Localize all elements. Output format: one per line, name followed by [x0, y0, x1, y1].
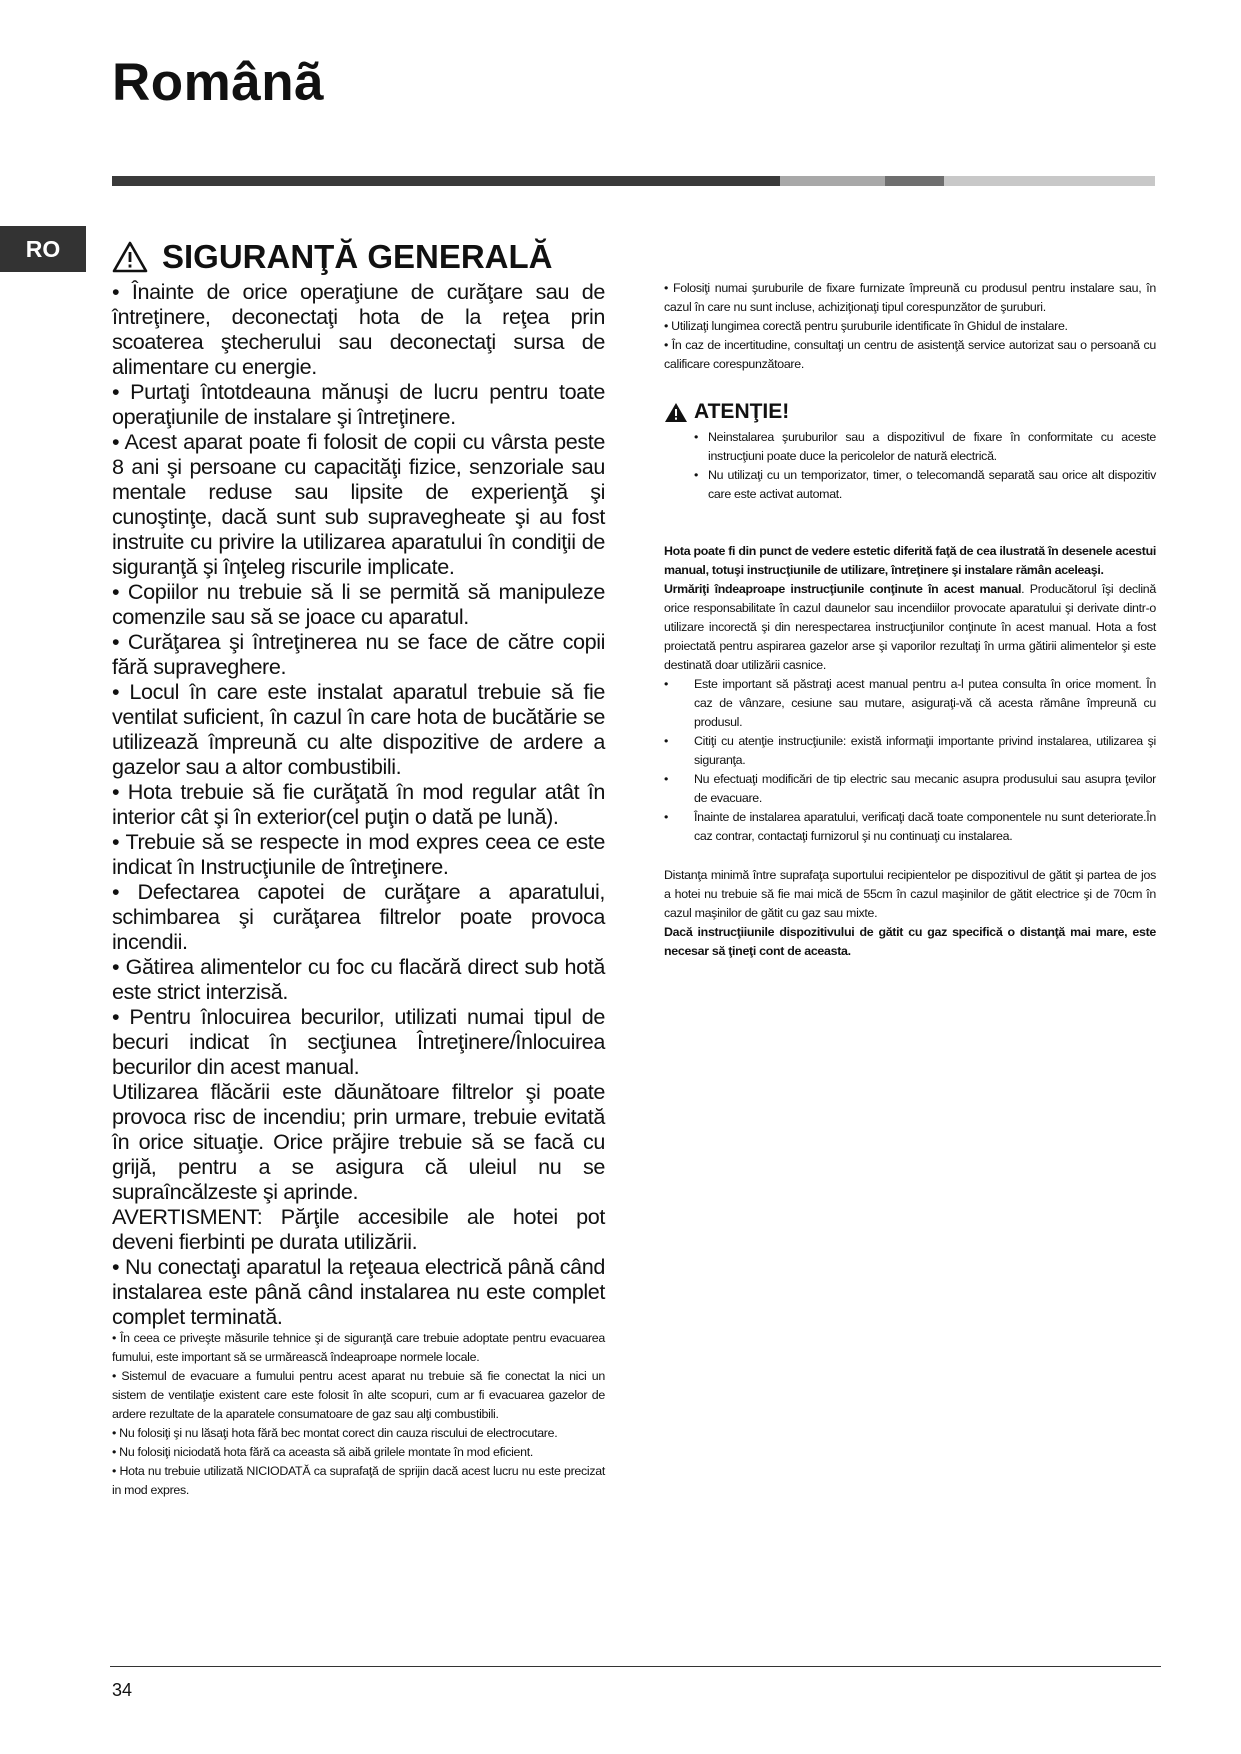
- left-column: [112, 279, 605, 1500]
- header-divider-dark: [112, 176, 780, 186]
- safety-paragraph: • Gătirea alimentelor cu foc cu flacără direct sub hotă este strict interzisă.: [112, 954, 605, 1004]
- distance-bold-paragraph: Dacă instrucţiiunile dispozitivului de gătit cu gaz specifică o distanţă mai mare, este necesar să ţineţi cont de aceasta.: [664, 925, 1156, 958]
- safety-note: • Nu folosiţi şi nu lăsaţi hota fără bec montat corect din cauza riscului de electrocutare.: [112, 1426, 558, 1440]
- safety-paragraph: • Curăţarea şi întreţinerea nu se face de către copii fără supraveghere.: [112, 629, 605, 679]
- notes-list: [664, 675, 1156, 846]
- manual-notice-text: . Producătorul îşi declină orice responsabilitate în cazul daunelor sau incendiilor provocate aparatului şi derivate dintr-o utilizare incorectă şi din nerespectarea instrucţiunilor conţinute în acest manual. Hota a fost proiectată pentru aspirarea gazelor arse şi vaporilor rezultaţi în urma gătirii alimentelor şi este destinată doar utilizării casnice.: [664, 582, 1156, 672]
- safety-paragraph: • Pentru înlocuirea becurilor, utilizati numai tipul de becuri indicat în secţiunea Întreţinere/Înlocuirea becurilor din acest manual.: [112, 1004, 605, 1079]
- header-divider-light: [780, 176, 885, 186]
- note-item: • Înainte de instalarea aparatului, verificaţi dacă toate componentele nu sunt deteriorate.În caz contrar, contactaţi furnizorul şi nu continuaţi cu instalarea.: [664, 808, 1156, 846]
- safety-paragraph: • Defectarea capotei de curăţare a aparatului, schimbarea şi curăţarea filtrelor poate provoca incendii.: [112, 879, 605, 954]
- section-title-text: SIGURANŢĂ GENERALĂ: [162, 238, 553, 275]
- safety-note: • Hota nu trebuie utilizată NICIODATĂ ca suprafaţă de sprijin dacă acest lucru nu este precizat in mod expres.: [112, 1464, 605, 1497]
- warning-paragraph: AVERTISMENT: Părţile accesibile ale hotei pot deveni fierbinti pe durata utilizării.: [112, 1204, 605, 1254]
- safety-paragraph: • Trebuie să se respecte in mod expres ceea ce este indicat în Instrucţiunile de întreţinere.: [112, 829, 605, 879]
- screw-paragraph: • Utilizaţi lungimea corectă pentru şuruburile identificate în Ghidul de instalare.: [664, 319, 1068, 333]
- safety-paragraph: • Purtaţi întotdeauna mănuşi de lucru pentru toate operaţiunile de instalare şi întreţinere.: [112, 379, 605, 429]
- note-item: • Este important să păstraţi acest manual pentru a-l putea consulta în orice moment. În caz de vânzare, cesiune sau mutare, asiguraţi-vă că acesta rămâne împreună cu produsul.: [664, 675, 1156, 732]
- manual-notice: [664, 580, 1156, 675]
- safety-paragraph: • Înainte de orice operaţiune de curăţare sau de întreţinere, deconectaţi hota de la reţea prin scoaterea ştecherului sau deconectaţi sursa de alimentare cu energie.: [112, 279, 605, 379]
- right-column: [664, 279, 1156, 961]
- attention-item: • Nu utilizaţi cu un temporizator, timer, o telecomandă separată sau orice alt dispozitiv care este activat automat.: [664, 466, 1156, 504]
- screw-paragraph: • Folosiţi numai şuruburile de fixare furnizate împreună cu produsul pentru instalare sau, în cazul în care nu sunt incluse, achiziţionaţi tipul corespunzător de şuruburi.: [664, 281, 1156, 314]
- warning-solid-icon: [664, 402, 688, 423]
- attention-heading: [664, 400, 1156, 424]
- safety-note: • Nu folosiţi niciodată hota fără ca aceasta să aibă grilele montate în mod eficient.: [112, 1445, 534, 1459]
- safety-paragraph: • Acest aparat poate fi folosit de copii cu vârsta peste 8 ani şi persoane cu capacităţi fizice, senzoriale sau mentale reduse sau lipsite de experienţă şi cunoştinţe, dacă sunt sub supravegheate şi au fost instruite cu privire la utilizarea aparatului în condiţii de siguranţă şi înţeleg riscurile implicate.: [112, 429, 605, 579]
- screw-paragraph: • În caz de incertitudine, consultaţi un centru de asistenţă service autorizat sau o persoană cu calificare corespunzătoare.: [664, 338, 1156, 371]
- page-language-title: Românã: [112, 53, 325, 112]
- safety-paragraph: • Hota trebuie să fie curăţată în mod regular atât în interior cât şi în exterior(cel puţin o dată pe lună).: [112, 779, 605, 829]
- distance-paragraph: Distanţa minimă între suprafaţa suportului recipientelor pe dispozitivul de gătit şi partea de jos a hotei nu trebuie să fie mai mică de 55cm în cazul maşinilor de gătit electrice şi de 70cm în cazul maşinilor de gătit cu gaz sau mixte.: [664, 868, 1156, 920]
- safety-paragraph: • Locul în care este instalat aparatul trebuie să fie ventilat suficient, în cazul în care hota de bucătărie se utilizează împreună cu alte dispozitive de ardere a gazelor sau a altor combustibili.: [112, 679, 605, 779]
- footer-divider: [110, 1666, 1161, 1667]
- safety-paragraph: • Nu conectaţi aparatul la reţeaua electrică până când instalarea este până când instalarea nu este complet complet terminată.: [112, 1254, 605, 1329]
- manual-notice-bold: Urmăriţi îndeaproape instrucţiunile conţinute în acest manual: [664, 582, 1022, 596]
- section-title: [112, 238, 553, 276]
- safety-note: • În ceea ce priveşte măsurile tehnice şi de siguranţă care trebuie adoptate pentru evacuarea fumului, este important să se urmărească îndeaproape normele locale.: [112, 1331, 605, 1364]
- safety-paragraph: Utilizarea flăcării este dăunătoare filtrelor şi poate provoca risc de incendiu; prin urmare, trebuie evitată în orice situaţie. Orice prăjire trebuie să se facă cu grijă, pentru a se asigura că uleiul nu se supraîncălzeste şi aprinde.: [112, 1079, 605, 1204]
- safety-paragraph: • Copiilor nu trebuie să li se permită să manipuleze comenzile sau să se joace cu aparatul.: [112, 579, 605, 629]
- note-item: • Nu efectuaţi modificări de tip electric sau mecanic asupra produsului sau asupra ţevilor de evacuare.: [664, 770, 1156, 808]
- safety-note: • Sistemul de evacuare a fumului pentru acest aparat nu trebuie să fie conectat la nici un sistem de ventilaţie existent care este folosit în alte scopuri, cum ar fi evacuarea gazelor de ardere rezultate de la aparatele consumatoare de gaz sau alţi combustibili.: [112, 1369, 605, 1421]
- warning-triangle-icon: [112, 241, 148, 273]
- design-notice: Hota poate fi din punct de vedere estetic diferită faţă de cea ilustrată în desenele acestui manual, totuşi instrucţiunile de utilizare, întreţinere şi instalare rămân aceleaşi.: [664, 544, 1156, 577]
- header-divider-mid: [885, 176, 944, 186]
- attention-item: • Neinstalarea şuruburilor sau a dispozitivul de fixare în conformitate cu aceste instrucţiuni poate duce la pericolelor de natură electrică.: [664, 428, 1156, 466]
- page-number: 34: [112, 1680, 133, 1700]
- header-divider-pale: [944, 176, 1155, 186]
- attention-title: ATENŢIE!: [694, 400, 790, 423]
- note-item: • Citiţi cu atenţie instrucţiunile: există informaţii importante privind instalarea, utilizarea şi siguranţa.: [664, 732, 1156, 770]
- language-tab: RO: [0, 226, 86, 272]
- attention-list: [664, 428, 1156, 504]
